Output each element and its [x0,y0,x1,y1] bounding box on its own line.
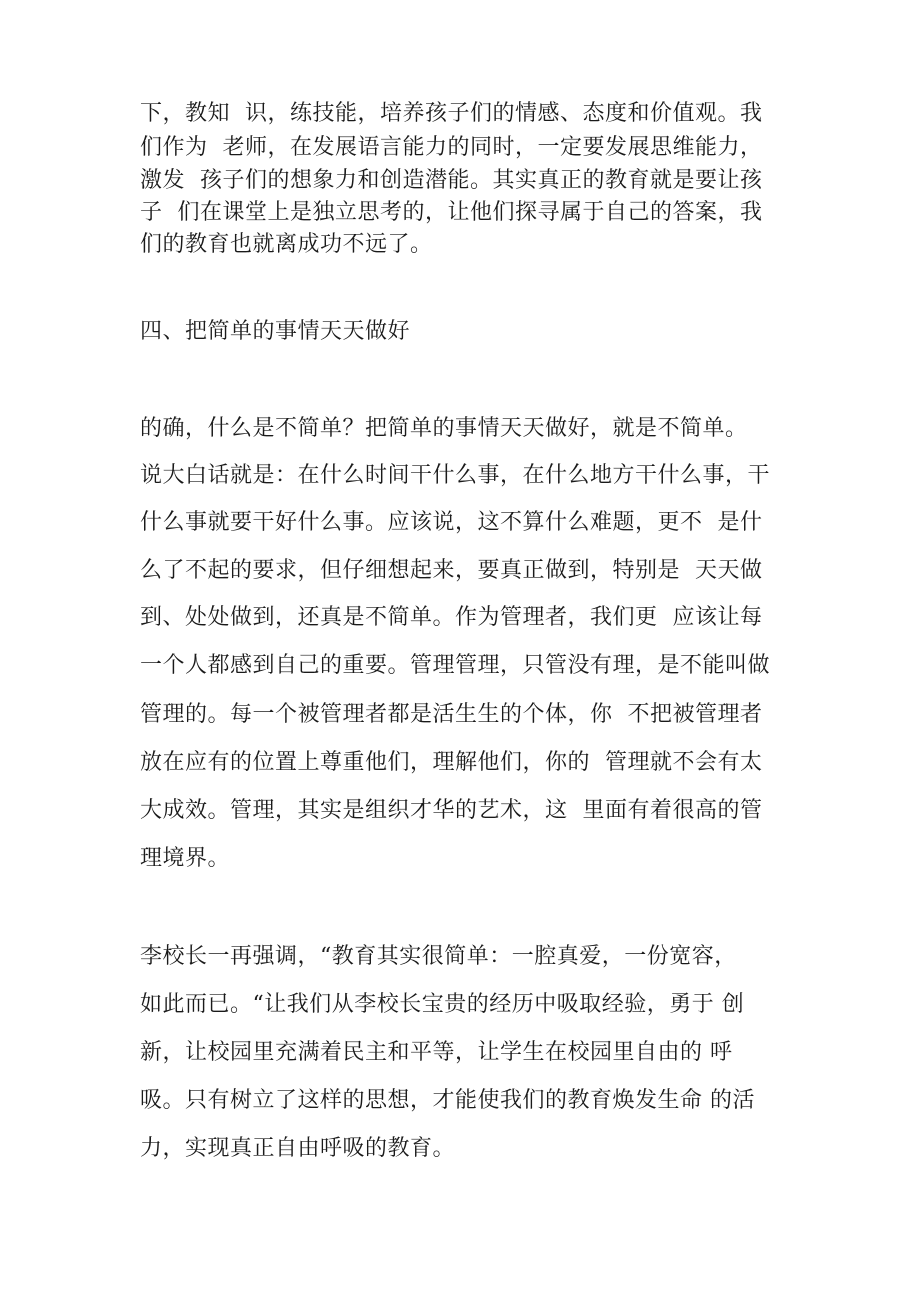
paragraph-line: 激发 孩子们的想象力和创造潜能。其实真正的教育就是要让孩 [140,168,763,193]
paragraph-line: 们作为 老师，在发展语言能力的同时，一定要发展思维能力， [140,135,763,160]
paragraph-line: 说大白话就是：在什么时间干什么事，在什么地方干什么事，干 [140,463,771,488]
paragraph-line: 理境界。 [140,846,231,871]
paragraph-line: 大成效。管理，其实是组织才华的艺术，这 里面有着很高的管 [140,798,763,823]
paragraph-line: 到、处处做到，还真是不简单。作为管理者，我们更 应该让每 [140,605,763,630]
paragraph-line: 一个人都感到自己的重要。管理管理，只管没有理，是不能叫做 [140,653,771,678]
section-heading: 四、把简单的事情天天做好 [140,319,411,344]
paragraph-line: 新，让校园里充满着民主和平等，让学生在校园里自由的 呼 [140,1040,733,1065]
paragraph-line: 吸。只有树立了这样的思想，才能使我们的教育焕发生命 的活 [140,1088,755,1113]
paragraph-line: 管理的。每一个被管理者都是活生生的个体，你 不把被管理者 [140,702,763,727]
paragraph-line: 力，实现真正自由呼吸的教育。 [140,1136,456,1161]
paragraph-line: 么了不起的要求，但仔细想起来，要真正做到，特别是 天天做 [140,558,763,583]
paragraph-line: 们的教育也就离成功不远了。 [140,232,433,257]
paragraph-line: 子 们在课堂上是独立思考的，让他们探寻属于自己的答案，我 [140,200,763,225]
paragraph-line: 李校长一再强调，“教育其实很简单：一腔真爱，一份宽容， [140,944,737,969]
paragraph-line: 的确，什么是不简单？把简单的事情天天做好，就是不简单。 [140,416,748,441]
paragraph-line: 什么事就要干好什么事。应该说，这不算什么难题，更不 是什 [140,510,763,535]
paragraph-line: 下，教知 识，练技能，培养孩子们的情感、态度和价值观。我 [140,101,763,126]
paragraph-line: 放在应有的位置上尊重他们，理解他们，你的 管理就不会有太 [140,750,763,775]
paragraph-line: 如此而已。“让我们从李校长宝贵的经历中吸取经验，勇于 创 [140,992,745,1017]
